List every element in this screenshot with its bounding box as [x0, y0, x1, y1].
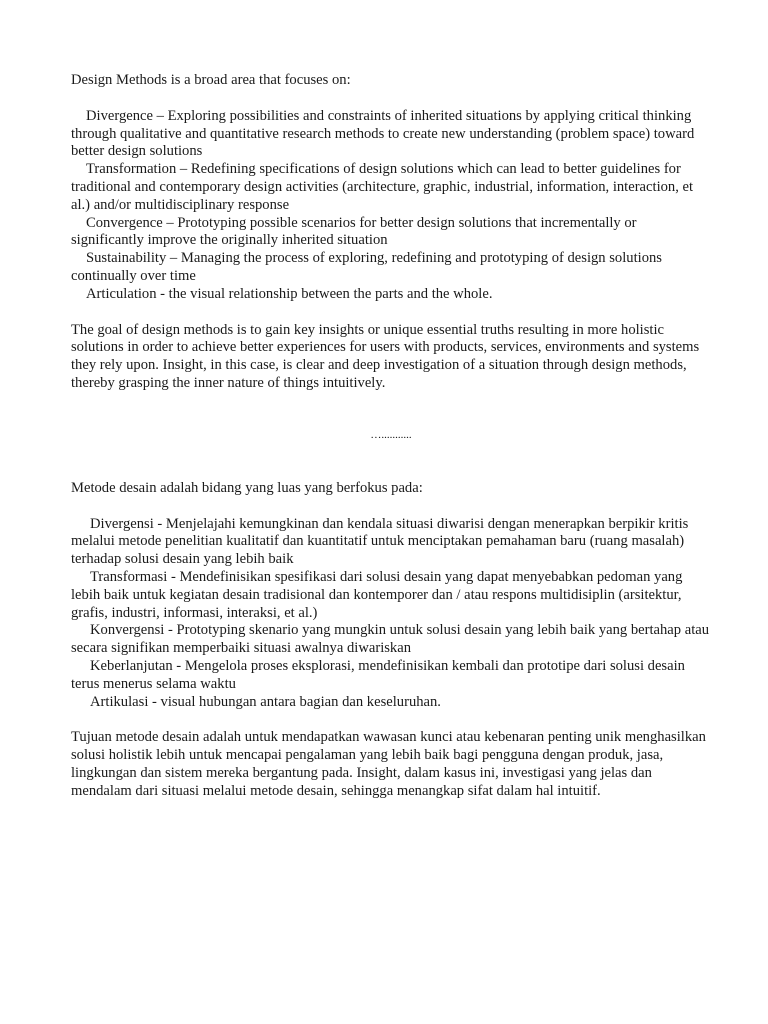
- indonesian-item-divergensi: Divergensi - Menjelajahi kemungkinan dan kendala situasi diwarisi dengan menerapkan berpikir kritis melalui metode penelitian kualitatif dan kuantitatif untuk menciptakan pemahaman baru (ruang masalah) terhadap solusi desain yang lebih baik: [71, 515, 689, 568]
- spacer: [71, 304, 711, 322]
- english-intro: Design Methods is a broad area that focuses on:: [71, 72, 351, 88]
- english-item-transformation: Transformation – Redefining specifications of design solutions which can lead to better guidelines for traditional and contemporary design activities (architecture, graphic, industrial, information, interaction, et al.) and/or multidisciplinary response: [71, 161, 694, 213]
- indonesian-item-artikulasi: Artikulasi - visual hubungan antara bagian dan keseluruhan.: [90, 693, 441, 710]
- indonesian-item-konvergensi: Konvergensi - Prototyping skenario yang mungkin untuk solusi desain yang lebih baik yang bertahap atau secara signifikan memperbaiki situasi awalnya diwariskan: [71, 622, 710, 657]
- english-item-sustainability: Sustainability – Managing the process of exploring, redefining and prototyping of design solutions continually over time: [71, 250, 662, 284]
- document-page: [71, 72, 711, 801]
- spacer: [71, 442, 711, 480]
- indonesian-intro: Metode desain adalah bidang yang luas yang berfokus pada:: [71, 479, 423, 496]
- indonesian-goal-paragraph: Tujuan metode desain adalah untuk mendapatkan wawasan kunci atau kebenaran penting unik menghasilkan solusi holistik lebih untuk mencapai pengalaman yang lebih baik bagi pengguna dengan produk, jasa, lingkungan dan sistem mereka bergantung pada. Insight, dalam kasus ini, investigasi yang jelas dan mendalam dari situasi melalui metode desain, sehingga menangkap sifat dalam hal intuitif.: [71, 729, 706, 799]
- spacer: [71, 711, 711, 729]
- spacer: [71, 498, 711, 516]
- english-item-divergence: Divergence – Exploring possibilities and constraints of inherited situations by applying critical thinking through qualitative and quantitative research methods to create new understanding (problem space) toward better design solutions: [71, 107, 695, 160]
- english-item-articulation: Articulation - the visual relationship between the parts and the whole.: [86, 285, 493, 302]
- indonesian-item-keberlanjutan: Keberlanjutan - Mengelola proses eksplorasi, mendefinisikan kembali dan prototipe dari solusi desain terus menerus selama waktu: [71, 657, 685, 692]
- english-goal-paragraph: The goal of design methods is to gain key insights or unique essential truths resulting in more holistic solutions in order to achieve better experiences for users with products, services, environments and systems they rely upon. Insight, in this case, is clear and deep investigation of a situation through design methods, thereby grasping the inner nature of things intuitively.: [71, 321, 700, 391]
- indonesian-item-transformasi: Transformasi - Mendefinisikan spesifikasi dari solusi desain yang dapat menyebabkan pedoman yang lebih baik untuk kegiatan desain tradisional dan kontemporer dan / atau respons multidisiplin (arsitektur, grafis, industri, informasi, interaksi, et al.): [71, 568, 683, 621]
- english-item-convergence: Convergence – Prototyping possible scenarios for better design solutions that incrementally or significantly improve the originally inherited situation: [71, 214, 637, 249]
- section-separator: …...........: [370, 428, 412, 441]
- spacer: [71, 90, 711, 108]
